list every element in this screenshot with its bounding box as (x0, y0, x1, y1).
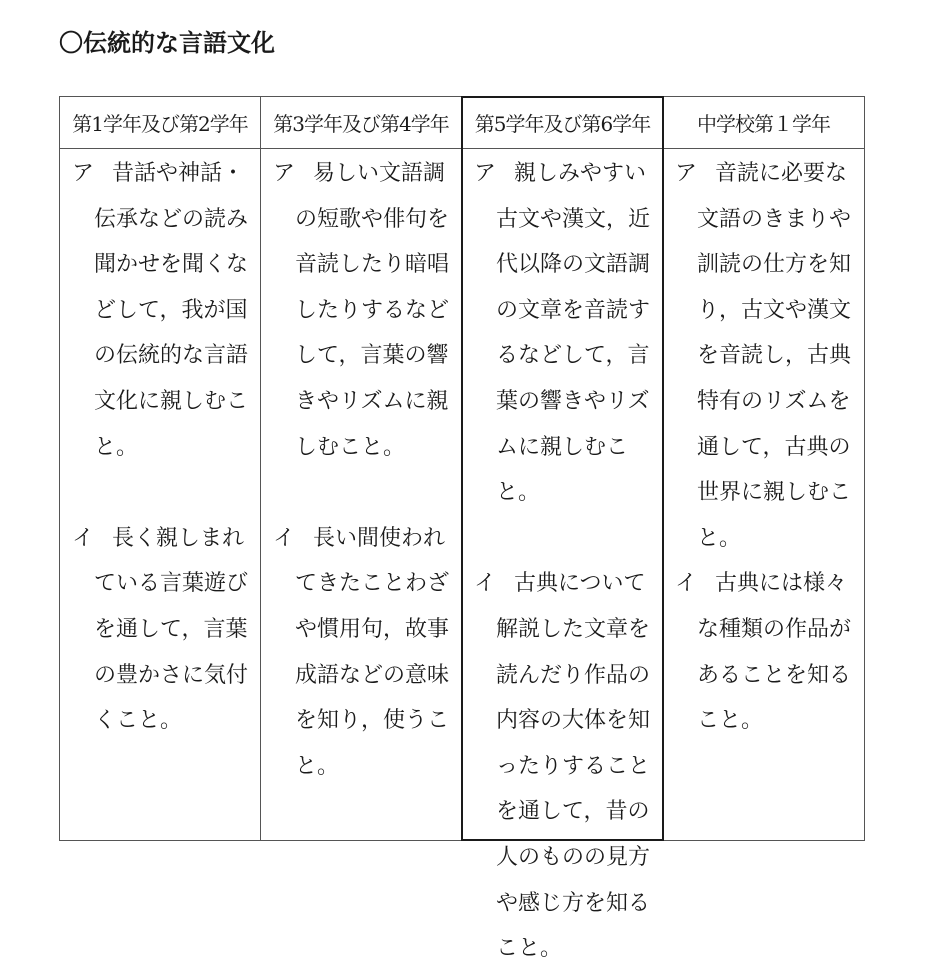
list-item (72, 516, 258, 744)
column-junior-high-1 (663, 97, 864, 840)
list-item (474, 561, 660, 971)
list-item (474, 151, 660, 516)
item-marker: イ (474, 571, 497, 597)
list-item (273, 151, 459, 470)
item-text: 易しい文語調の短歌や俳句を音読したり暗唱したりするなどして，言葉の響きやリズムに親しむこと。 (295, 161, 450, 460)
item-text: 音読に必要な文語のきまりや訓読の仕方を知り，古文や漢文を音読し，古典特有のリズムを通して，古典の世界に親しむこと。 (697, 161, 852, 551)
curriculum-table (59, 96, 865, 962)
column-grade-5-6 (462, 97, 663, 962)
column-grade-1-2 (60, 97, 261, 840)
item-text: 古典には様々な種類の作品があることを知ること。 (697, 571, 852, 734)
list-item (72, 151, 258, 470)
list-item (675, 561, 861, 743)
item-text: 古典について解説した文章を読んだり作品の内容の大体を知ったりすることを通して，昔の人のものの見方や感じ方を知ること。 (496, 571, 651, 962)
column-header: 第1学年及び第2学年 (60, 97, 260, 149)
column-items (72, 151, 258, 744)
item-marker: ア (474, 161, 497, 186)
column-items (273, 151, 459, 789)
column-items (474, 151, 660, 972)
item-marker: ア (675, 161, 698, 186)
item-marker: ア (72, 161, 95, 186)
item-marker: イ (675, 571, 698, 597)
column-header: 第3学年及び第4学年 (261, 97, 461, 149)
item-text: 長く親しまれている言葉遊びを通して，言葉の豊かさに気付くこと。 (94, 525, 249, 734)
item-marker: イ (273, 525, 296, 551)
list-item (675, 151, 861, 561)
item-text: 長い間使われてきたことわざや慣用句，故事成語などの意味を知り，使うこと。 (295, 525, 450, 779)
page-title: 〇伝統的な言語文化 (59, 29, 275, 57)
column-header: 中学校第１学年 (663, 97, 864, 149)
item-marker: ア (273, 161, 296, 186)
column-header: 第5学年及び第6学年 (462, 97, 663, 149)
list-item (273, 516, 459, 790)
item-marker: イ (72, 525, 95, 551)
column-items (675, 151, 861, 744)
item-text: 昔話や神話・伝承などの読み聞かせを聞くなどして，我が国の伝統的な言語文化に親しむこと。 (94, 161, 249, 460)
column-grade-3-4 (261, 97, 462, 840)
item-text: 親しみやすい古文や漢文，近代以降の文語調の文章を音読するなどして，言葉の響きやリズムに親しむこと。 (496, 161, 651, 506)
